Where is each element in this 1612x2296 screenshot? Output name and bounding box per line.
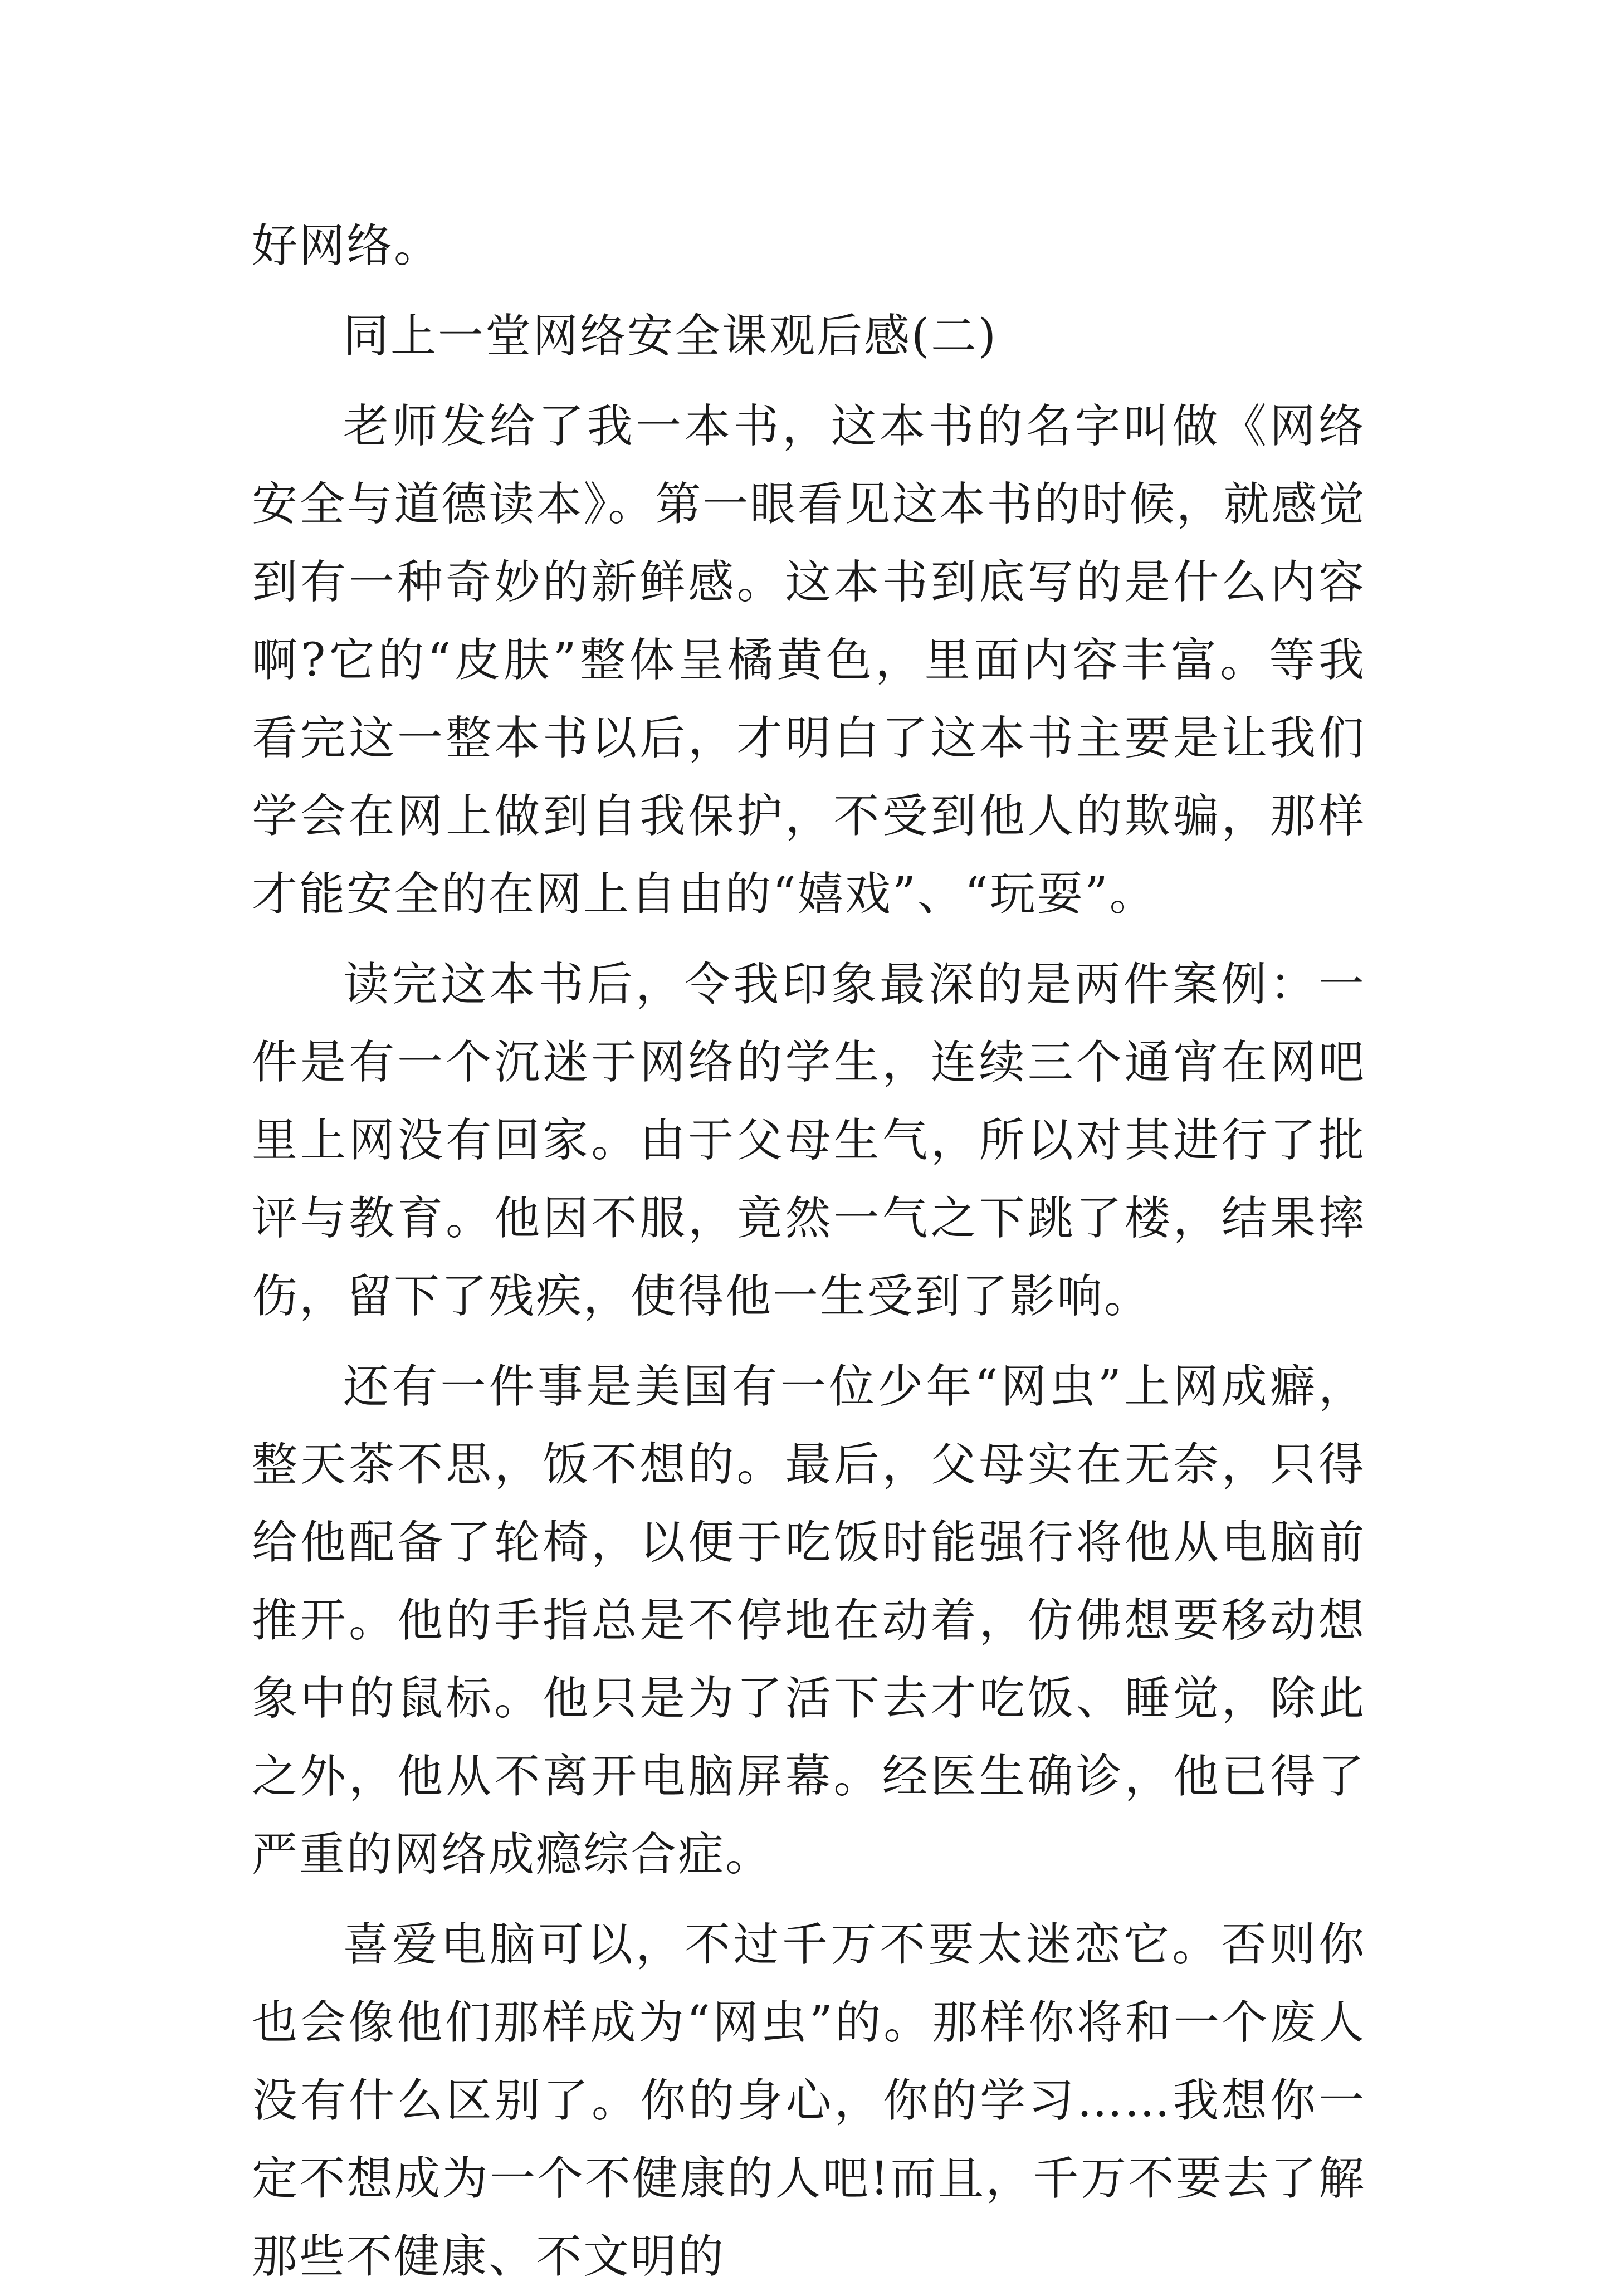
paragraph-case-two: 还有一件事是美国有一位少年“网虫”上网成癖，整天茶不思，饭不想的。最后，父母实在无奈，只得给他配备了轮椅，以便于吃饭时能强行将他从电脑前推开。他的手指总是不停地在动着，仿佛想要移动想象中的鼠标。他只是为了活下去才吃饭、睡觉，除此之外，他从不离开电脑屏幕。经医生确诊，他已得了严重的网络成瘾综合症。	[252, 1360, 1366, 1881]
paragraph-continuation: 好网络。	[252, 219, 442, 272]
paragraph-case-one: 读完这本书后，令我印象最深的是两件案例：一件是有一个沉迷于网络的学生，连续三个通宵在网吧里上网没有回家。由于父母生气，所以对其进行了批评与教育。他因不服，竟然一气之下跳了楼，结果摔伤，留下了残疾，使得他一生受到了影响。	[252, 958, 1366, 1323]
paragraph-advice: 喜爱电脑可以，不过千万不要太迷恋它。否则你也会像他们那样成为“网虫”的。那样你将和一个废人没有什么区别了。你的身心，你的学习……我想你一定不想成为一个不健康的人吧!而且，千万不要去了解那些不健康、不文明的	[252, 1918, 1366, 2283]
section-heading: 同上一堂网络安全课观后感(二)	[343, 310, 998, 363]
paragraph-book-intro: 老师发给了我一本书，这本书的名字叫做《网络安全与道德读本》。第一眼看见这本书的时候，就感觉到有一种奇妙的新鲜感。这本书到底写的是什么内容啊?它的“皮肤”整体呈橘黄色，里面内容丰富。等我看完这一整本书以后，才明白了这本书主要是让我们学会在网上做到自我保护，不受到他人的欺骗，那样才能安全的在网上自由的“嬉戏”、“玩耍”。	[252, 400, 1366, 921]
document-body	[252, 207, 1366, 2296]
